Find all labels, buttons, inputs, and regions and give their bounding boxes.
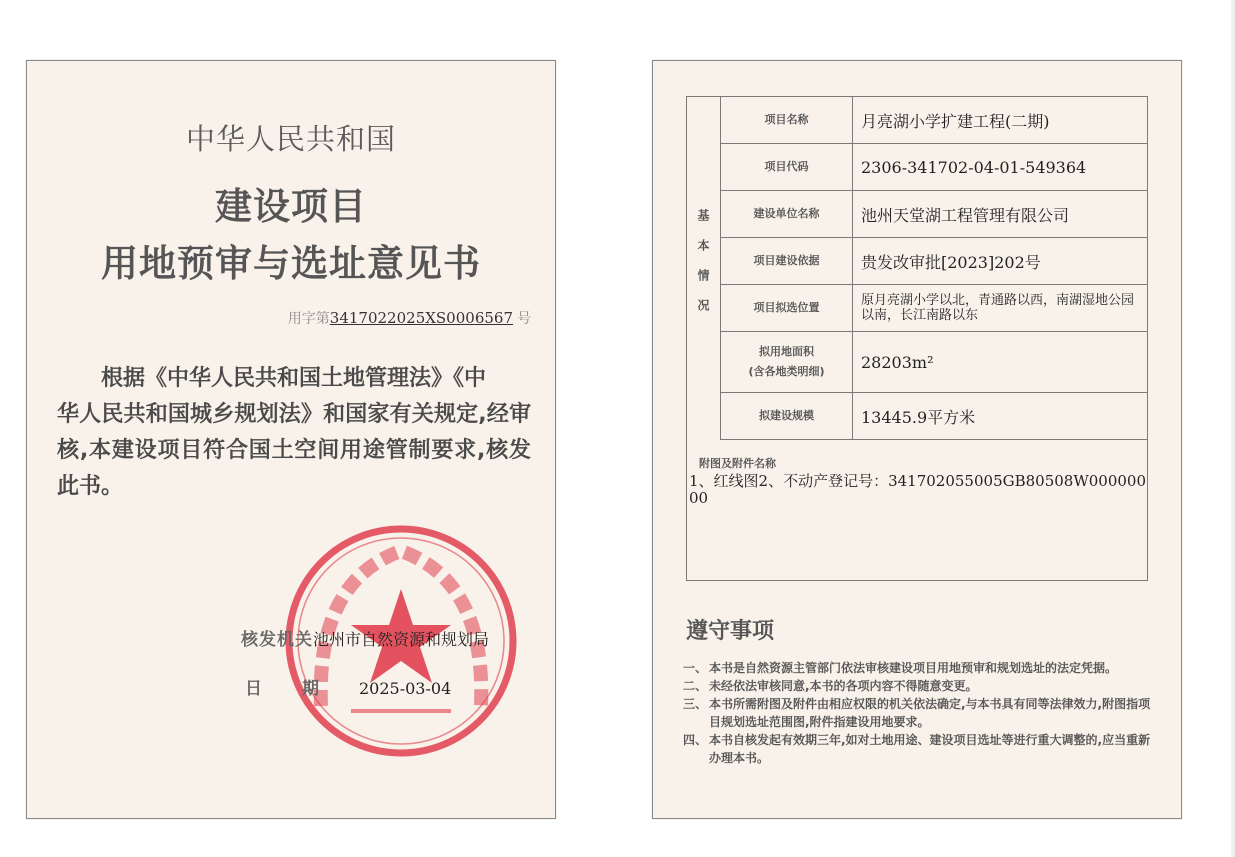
row-label-line2: (含各地类明细) [748, 365, 825, 378]
list-item [683, 731, 1153, 767]
document-number-prefix: 用字第 [287, 311, 330, 327]
document-number-suffix: 号 [517, 311, 531, 327]
approval-statement [57, 361, 531, 505]
row-label: 项目拟选位置 [721, 285, 853, 331]
row-label: 项目名称 [721, 97, 853, 143]
attachments [687, 455, 1147, 507]
scrollbar[interactable] [1231, 0, 1235, 857]
list-item [683, 695, 1153, 731]
table-row [721, 285, 1147, 332]
table-row [721, 191, 1147, 238]
notice-number: 一、 [683, 661, 708, 675]
table-row [721, 97, 1147, 144]
notice-number: 四、 [683, 733, 708, 747]
notice-text: 本书是自然资源主管部门依法审核建设项目用地预审和规划选址的法定凭据。 [709, 661, 1118, 675]
row-value: 2306-341702-04-01-549364 [861, 157, 1087, 177]
issuing-authority [241, 625, 489, 650]
list-item [683, 659, 1153, 677]
document-title-line1: 建设项目 [215, 185, 367, 228]
issuing-authority-label: 核发机关 [241, 630, 313, 650]
notice-text: 本书所需附图及附件由相应权限的机关依法确定,与本书具有同等法律效力,附图指项目规划选址范围图,附件指建设用地要求。 [709, 697, 1151, 729]
row-label-line1: 拟用地面积 [759, 345, 814, 358]
notice-text: 本书自核发起有效期三年,如对土地用途、建设项目选址等进行重大调整的,应当重新办理本书。 [709, 733, 1151, 765]
row-value: 13445.9平方米 [861, 407, 976, 427]
table-row [721, 393, 1147, 440]
attachments-value: 1、红线图2、不动产登记号：341702055005GB80508W00000000 [689, 472, 1147, 507]
right-page [652, 60, 1182, 819]
row-value: 月亮湖小学扩建工程(二期) [861, 111, 1050, 131]
row-label: 建设单位名称 [721, 191, 853, 237]
table-row [721, 238, 1147, 285]
notice-number: 二、 [683, 679, 708, 693]
issue-date-label: 日期 [245, 679, 359, 699]
row-value: 贵发改审批[2023]202号 [861, 252, 1041, 272]
issue-date-value: 2025-03-04 [359, 679, 452, 698]
document-number-value: 3417022025XS0006567 [329, 309, 513, 327]
row-label: 项目代码 [721, 144, 853, 190]
attachments-label: 附图及附件名称 [699, 457, 776, 470]
notice-title: 遵守事项 [686, 619, 775, 644]
notice-list [683, 659, 1153, 767]
issue-date [245, 674, 451, 699]
row-label: 项目建设依据 [721, 238, 853, 284]
row-label [721, 332, 853, 392]
approval-statement-rest: 华人民共和国城乡规划法》和国家有关规定,经审核,本建设项目符合国土空间用途管制要求,核发此书。 [57, 402, 531, 499]
list-item [683, 677, 1153, 695]
document-title-line2: 用地预审与选址意见书 [101, 242, 481, 285]
issuing-authority-value: 池州市自然资源和规划局 [313, 630, 490, 649]
table-row [721, 332, 1147, 393]
row-value: 28203m² [861, 352, 934, 372]
basic-info-section-label: 基本情况 [687, 97, 721, 440]
row-value: 池州天堂湖工程管理有限公司 [861, 205, 1070, 225]
table-row [721, 144, 1147, 191]
row-label: 拟建设规模 [721, 393, 853, 439]
notice-text: 未经依法审核同意,本书的各项内容不得随意变更。 [709, 679, 978, 693]
approval-statement-line1: 根据《中华人民共和国土地管理法》《中 [101, 366, 487, 391]
country-name: 中华人民共和国 [185, 122, 396, 156]
notice-number: 三、 [683, 697, 708, 711]
left-page [26, 60, 556, 819]
basic-info-table [686, 96, 1148, 581]
row-value: 原月亮湖小学以北，青通路以西，南湖湿地公园以南，长江南路以东 [861, 293, 1135, 323]
document-number [288, 308, 531, 328]
